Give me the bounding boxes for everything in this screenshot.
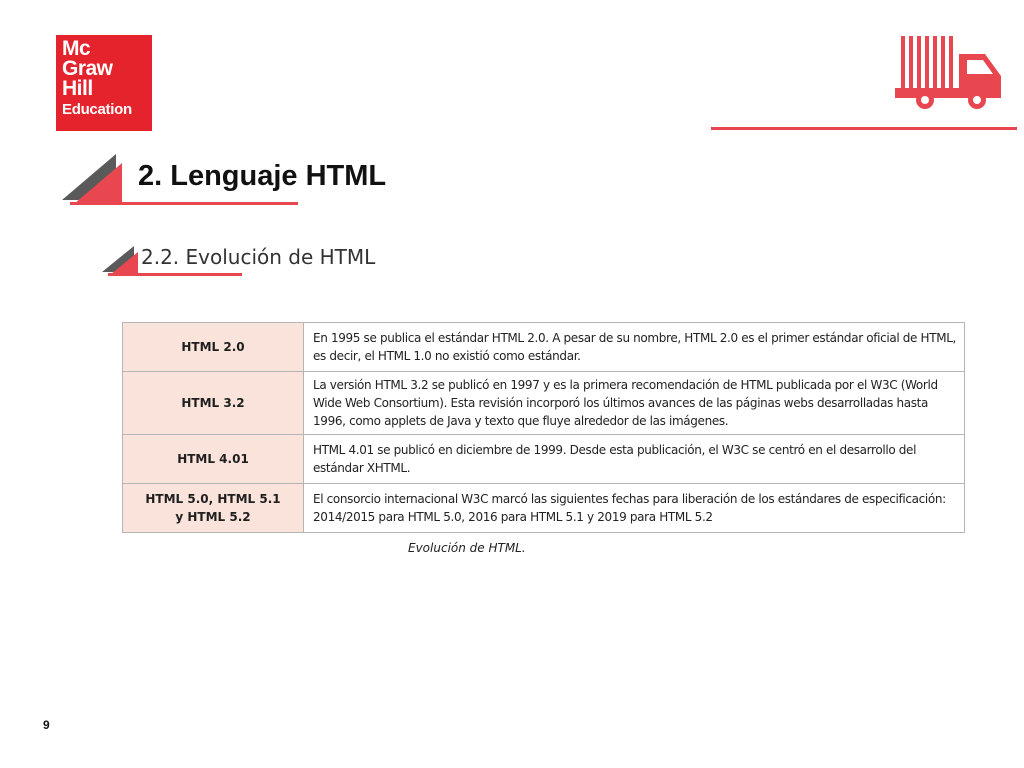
- version-cell: HTML 4.01: [123, 435, 304, 484]
- table-row: [123, 435, 965, 484]
- delivery-truck-icon: [893, 34, 1005, 112]
- logo-line-1: Mc: [62, 37, 91, 60]
- html-evolution-table: [122, 322, 965, 533]
- description-cell: El consorcio internacional W3C marcó las siguientes fechas para liberación de los estándares de especificación: 2014/2015 para HTML 5.0, 2016 para HTML 5.1 y 2019 para HTML 5.2: [304, 484, 965, 533]
- section-heading: 2. Lenguaje HTML: [138, 160, 387, 192]
- table-row: [123, 372, 965, 435]
- version-cell: [123, 484, 304, 533]
- page-number: 9: [43, 718, 50, 732]
- logo-line-2: Graw: [62, 57, 113, 80]
- table-row: [123, 323, 965, 372]
- version-cell: HTML 2.0: [123, 323, 304, 372]
- mcgraw-hill-logo: [56, 35, 152, 131]
- subsection-heading: 2.2. Evolución de HTML: [141, 245, 376, 269]
- logo-line-3: Hill: [62, 77, 93, 100]
- version-cell: HTML 3.2: [123, 372, 304, 435]
- description-cell: HTML 4.01 se publicó en diciembre de 1999. Desde esta publicación, el W3C se centró en el desarrollo del estándar XHTML.: [304, 435, 965, 484]
- table-row: [123, 484, 965, 533]
- description-cell: La versión HTML 3.2 se publicó en 1997 y es la primera recomendación de HTML publicada por el W3C (World Wide Web Consortium). Esta revisión incorporó los últimos avances de las páginas webs desarrolladas hasta 1996, como applets de Java y texto que fluye alrededor de las imágenes.: [304, 372, 965, 435]
- version-line: y HTML 5.2: [175, 510, 251, 524]
- version-line: HTML 5.0, HTML 5.1: [145, 492, 281, 506]
- logo-line-4: Education: [62, 101, 132, 118]
- description-cell: En 1995 se publica el estándar HTML 2.0. A pesar de su nombre, HTML 2.0 es el primer estándar oficial de HTML, es decir, el HTML 1.0 no existió como estándar.: [304, 323, 965, 372]
- table-caption: Evolución de HTML.: [408, 541, 526, 555]
- header-rule: [711, 127, 1017, 130]
